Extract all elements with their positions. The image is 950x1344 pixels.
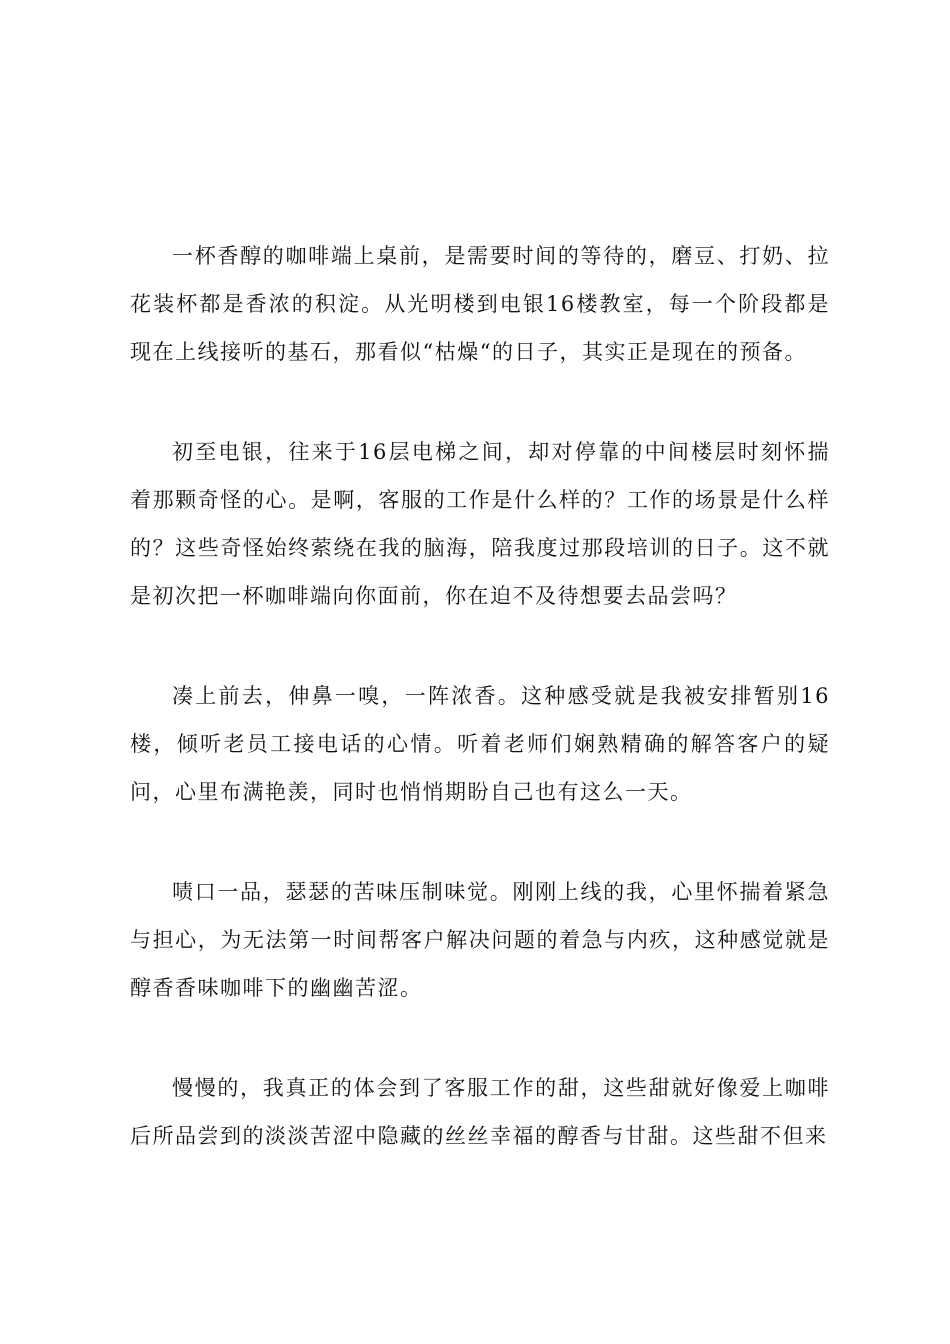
body-text (130, 232, 830, 1212)
paragraph-3: 凑上前去，伸鼻一嗅，一阵浓香。这种感受就是我被安排暂别16楼，倾听老员工接电话的心情。听着老师们娴熟精确的解答客户的疑问，心里布满艳羡，同时也悄悄期盼自己也有这么一天。 (130, 684, 830, 804)
paragraph-5: 慢慢的，我真正的体会到了客服工作的甜，这些甜就好像爱上咖啡后所品尝到的淡淡苦涩中隐藏的丝丝幸福的醇香与甘甜。这些甜不但来 (130, 1076, 830, 1148)
paragraph-2: 初至电银，往来于16层电梯之间，却对停靠的中间楼层时刻怀揣着那颗奇怪的心。是啊，客服的工作是什么样的？工作的场景是什么样的？这些奇怪始终萦绕在我的脑海，陪我度过那段培训的日子。这不就是初次把一杯咖啡端向你面前，你在迫不及待想要去品尝吗？ (130, 440, 830, 608)
paragraph-1: 一杯香醇的咖啡端上桌前，是需要时间的等待的，磨豆、打奶、拉花装杯都是香浓的积淀。从光明楼到电银16楼教室，每一个阶段都是现在上线接听的基石，那看似“枯燥“的日子，其实正是现在的预备。 (130, 244, 830, 364)
paragraph-4: 啧口一品，瑟瑟的苦味压制味觉。刚刚上线的我，心里怀揣着紧急与担心，为无法第一时间帮客户解决问题的着急与内疚，这种感觉就是醇香香味咖啡下的幽幽苦涩。 (130, 880, 830, 1000)
